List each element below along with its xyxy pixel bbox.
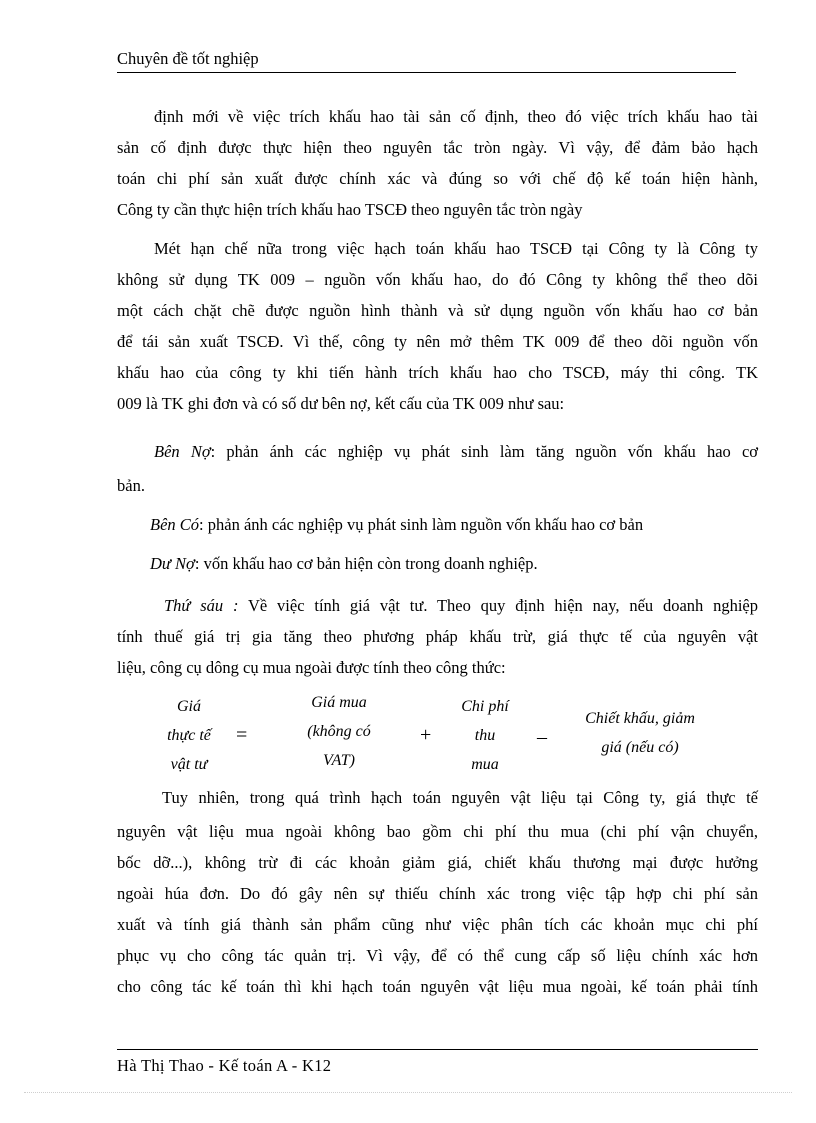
footer-divider	[117, 1049, 758, 1050]
price-formula	[117, 692, 758, 778]
paragraph-line: định mới về việc trích khấu hao tài sản cố định, theo đó việc trích khấu hao tài	[154, 107, 758, 126]
ben-co-text: : phản ánh các nghiệp vụ phát sinh làm nguồn vốn khấu hao cơ bản	[199, 515, 644, 534]
paragraph-line: cho công tác kế toán thì khi hạch toán nguyên vật liệu mua ngoài, kế toán phải tính	[117, 977, 758, 996]
footer-author: Hà Thị Thao - Kế toán A - K12	[117, 1056, 332, 1075]
formula-term-purchase-price	[284, 688, 394, 775]
paragraph-line: Mét hạn chế nữa trong việc hạch toán khấu hao TSCĐ tại Công ty là Công ty	[154, 239, 758, 258]
du-no-line	[117, 547, 791, 581]
formula-text: thực tế	[167, 727, 211, 744]
ben-co-label: Bên Có	[150, 515, 200, 534]
paragraph-line: sản cố định được thực hiện theo nguyên tắc tròn ngày. Vì vậy, để đảm bảo hạch	[117, 138, 758, 157]
paragraph-line: 009 là TK ghi đơn và có số dư bên nợ, kết cấu của TK 009 như sau:	[117, 394, 565, 413]
paragraph-line: không sử dụng TK 009 – nguồn vốn khấu hao, do đó Công ty không thể theo dõi	[117, 270, 758, 289]
paragraph-line: ngoài húa đơn. Do đó gây nên sự thiếu chính xác trong việc tập hợp chi phí sản	[117, 884, 758, 903]
paragraph-line: Tuy nhiên, trong quá trình hạch toán nguyên vật liệu tại Công ty, giá thực tế	[162, 788, 758, 807]
thu-sau-text: Về việc tính giá vật tư. Theo quy định hiện nay, nếu doanh nghiệp	[238, 596, 759, 615]
formula-plus: +	[420, 724, 432, 746]
formula-text: giá (nếu có)	[601, 739, 679, 756]
ben-no-text: : phản ánh các nghiệp vụ phát sinh làm tăng nguồn vốn khấu hao cơ	[210, 442, 759, 461]
formula-text: VAT)	[323, 752, 355, 769]
thu-sau-line	[117, 589, 758, 623]
formula-text: vật tư	[170, 756, 208, 773]
paragraph-line: toán chi phí sản xuất được chính xác và đúng so với chế độ kế toán hiện hành,	[117, 169, 758, 188]
header-title: Chuyên đề tốt nghiệp	[117, 49, 259, 68]
page-edge-divider	[24, 1092, 792, 1093]
formula-text: Chiết khấu, giảm	[585, 710, 695, 727]
formula-equals: =	[236, 724, 248, 746]
paragraph-line: bốc dỡ...), không trừ đi các khoản giảm giá, chiết khấu thương mại được hưởng	[117, 853, 758, 872]
ben-no-label: Bên Nợ	[154, 442, 211, 461]
paragraph-line: Công ty cần thực hiện trích khấu hao TSCĐ theo nguyên tắc tròn ngày	[117, 200, 583, 219]
formula-text: Giá	[177, 698, 201, 715]
paragraph-line: bản.	[117, 476, 145, 495]
paragraph-line: để tái sản xuất TSCĐ. Vì thế, công ty nên mở thêm TK 009 để theo dõi nguồn vốn	[117, 332, 758, 351]
paragraph-line: khấu hao của công ty khi tiến hành trích khấu hao cho TSCĐ, máy thi công. TK	[117, 363, 758, 382]
formula-text: mua	[471, 756, 499, 773]
formula-term-purchase-cost	[440, 692, 530, 779]
paragraph-line: xuất và tính giá thành sản phẩm cũng như việc phân tích các khoản mục chi phí	[117, 915, 758, 934]
paragraph-line: một cách chặt chẽ được nguồn hình thành và sử dụng nguồn vốn khấu hao cơ bản	[117, 301, 758, 320]
paragraph-line: phục vụ cho công tác quản trị. Vì vậy, để có thể cung cấp số liệu chính xác hơn	[117, 946, 758, 965]
du-no-text: : vốn khấu hao cơ bản hiện còn trong doanh nghiệp.	[194, 554, 538, 573]
formula-term-discount	[565, 704, 715, 762]
thu-sau-label: Thứ sáu :	[164, 596, 239, 615]
formula-text: thu	[474, 727, 496, 744]
formula-text: Giá mua	[311, 694, 367, 711]
formula-text: (không có	[307, 723, 371, 740]
formula-text: Chi phí	[461, 698, 509, 715]
page-footer	[117, 1054, 758, 1078]
ben-no-line	[117, 435, 758, 469]
formula-minus: –	[537, 726, 547, 748]
ben-co-line	[117, 508, 791, 542]
paragraph-line: nguyên vật liệu mua ngoài không bao gồm chi phí thu mua (chi phí vận chuyển,	[117, 822, 758, 841]
paragraph-line: liệu, công cụ dông cụ mua ngoài được tính theo công thức:	[117, 658, 506, 677]
page-header	[117, 48, 736, 73]
formula-term-actual-price	[145, 692, 233, 779]
du-no-label: Dư Nợ	[150, 554, 195, 573]
paragraph-line: tính thuế giá trị gia tăng theo phương pháp khấu trừ, giá thực tế của nguyên vật	[117, 627, 758, 646]
